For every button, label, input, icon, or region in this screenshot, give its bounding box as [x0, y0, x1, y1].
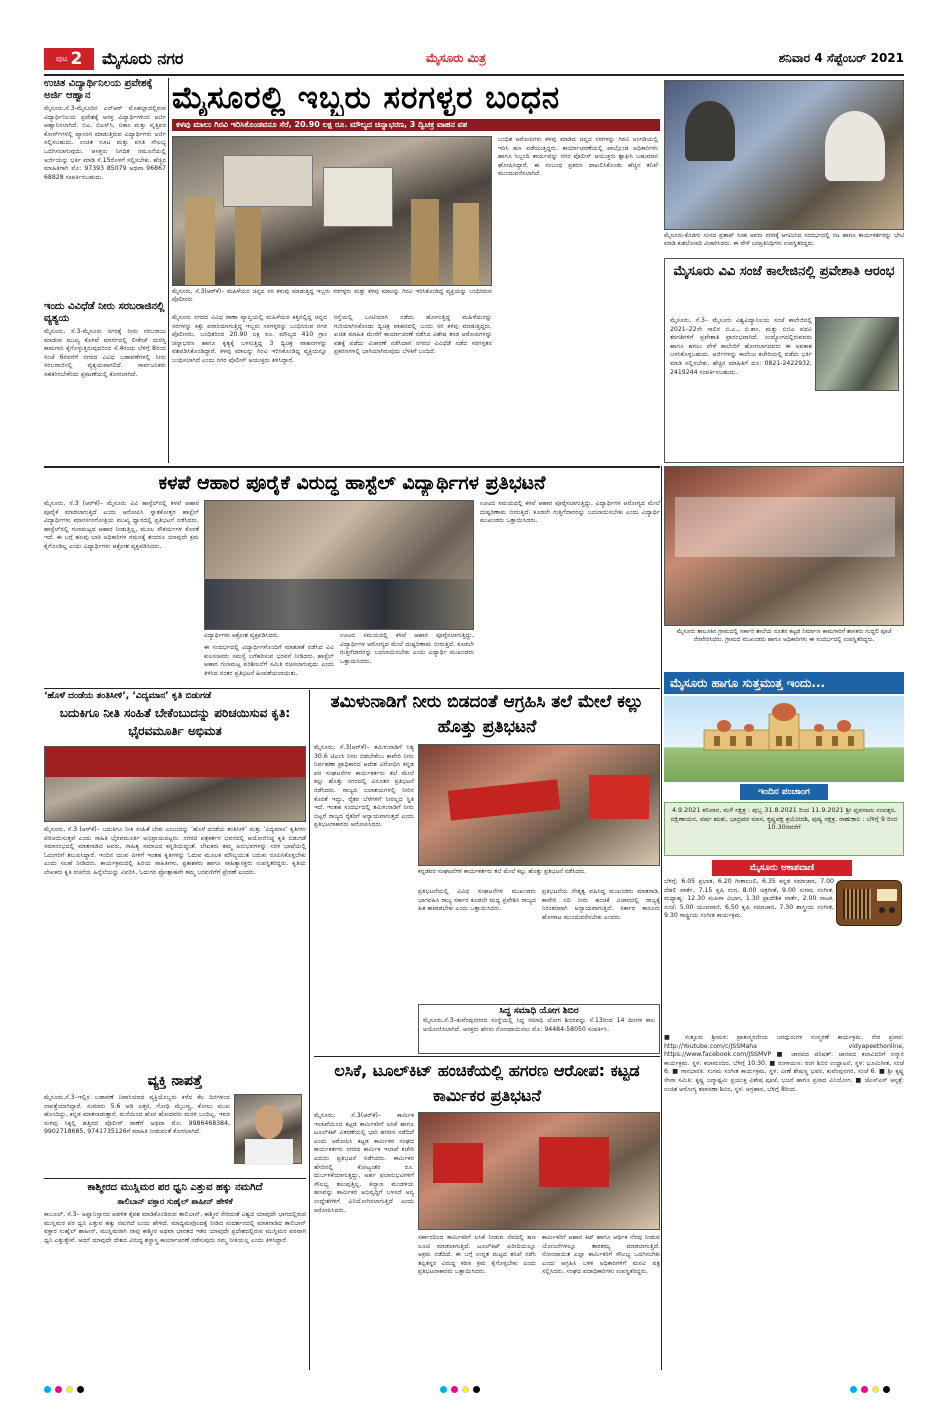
panchanga-title: ಇಂದಿನ ಪಂಚಾಂಗ	[740, 784, 828, 800]
book-release-body: ಮೈಸೂರು, ಸೆ.3 (ಆರ್‌ಕೆ)– ಬದುಕಿಗೂ ನೀತಿ ಸಂಹಿತೆ ಬೇಕು ಎಂಬುದನ್ನು ‘ಹೊಳೆ ದಂಡೆಯ ತಂತಿಸೀಳಿ’ ಮತ್ತು ‘ವಿದ್ಯಮಾನ’ ಕೃತಿಗಳು ಪರಿಚಯಿಸುತ್ತವೆ ಎಂದು ಸಾಹಿತಿ ಭೈರವಮೂರ್ತಿ ಅಭಿಪ್ರಾಯಪಟ್ಟರು. ನಗರದ ಪತ್ರಕರ್ತರ ಭವನದಲ್ಲಿ ಆಯೋಜಿಸಿದ್ದ ಕೃತಿ ಬಿಡುಗಡೆ ಸಮಾರಂಭದಲ್ಲಿ ಮಾತನಾಡಿದ ಅವರು, ಸಾಹಿತ್ಯ ಸಮಾಜದ ಕನ್ನಡಿಯಿದ್ದಂತೆ. ಲೇಖಕರು ತಮ್ಮ ಅನುಭವಗಳನ್ನು ಸರಳ ಭಾಷೆಯಲ್ಲಿ ಓದುಗರಿಗೆ ತಲುಪಿಸಿದ್ದಾರೆ. ಇಂದಿನ ಯುವ ಪೀಳಿಗೆ ಇಂತಹ ಕೃತಿಗಳನ್ನು ಓದುವ ಮೂಲಕ ಮೌಲ್ಯಯುತ ಬದುಕು ರೂಪಿಸಿಕೊಳ್ಳಬೇಕು ಎಂದು ಸಲಹೆ ನೀಡಿದರು. ಕಾರ್ಯಕ್ರಮದಲ್ಲಿ ಹಿರಿಯ ಸಾಹಿತಿಗಳು, ಪ್ರಕಾಶಕರು ಹಾಗೂ ಸಾಹಿತ್ಯಾಸಕ್ತರು ಉಪಸ್ಥಿತರಿದ್ದರು. ಕೃತಿಯ ಲೇಖಕರು ಕೃತಿ ರಚನೆಯ ಹಿನ್ನೆಲೆಯನ್ನು ವಿವರಿಸಿ, ಓದುಗರ ಪ್ರೋತ್ಸಾಹವೇ ತಮ್ಮ ಬರವಣಿಗೆಗೆ ಪ್ರೇರಣೆ ಎಂದರು.	[44, 826, 306, 876]
yoga-camp-box	[418, 1004, 660, 1054]
black-dot	[883, 1386, 890, 1393]
registration-marks-left	[44, 1378, 88, 1397]
lead-deck: ಕಳವು ಮಾಲು ಗಿರವಿ ಇರಿಸಿಕೊಂಡವನೂ ಸೆರೆ, 20.90 ಲಕ್ಷ ರೂ. ಮೌಲ್ಯದ ಚಿನ್ನಾಭರಣ, 3 ದ್ವಿಚಕ್ರ ವಾಹನ ವಶ	[172, 119, 660, 131]
toolkit-body-col1: ಮೈಸೂರು, ಸೆ.3(ಆರ್‌ಕೆ)– ಕಾರ್ಮಿಕ ಇಲಾಖೆಯಿಂದ ಕಟ್ಟಡ ಕಾರ್ಮಿಕರಿಗೆ ಲಸಿಕೆ ಹಾಗೂ ಟೂಲ್‌ಕಿಟ್ ವಿತರಣೆಯಲ್ಲಿ ಭಾರಿ ಹಗರಣ ನಡೆದಿದೆ ಎಂದು ಆರೋಪಿಸಿ ಕಟ್ಟಡ ಕಾರ್ಮಿಕರ ಸಂಘದ ಕಾರ್ಯಕರ್ತರು ನಗರದ ಕಾರ್ಮಿಕ ಇಲಾಖೆ ಕಚೇರಿ ಎದುರು ಪ್ರತಿಭಟನೆ ನಡೆಸಿದರು. ಕಾರ್ಮಿಕರ ಹೆಸರಿನಲ್ಲಿ ಕೋಟ್ಯಂತರ ರೂ. ದುರ್ಬಳಕೆಯಾಗುತ್ತಿದ್ದು, ಅರ್ಹ ಫಲಾನುಭವಿಗಳಿಗೆ ಸೌಲಭ್ಯ ತಲುಪುತ್ತಿಲ್ಲ. ಕಲ್ಯಾಣ ಮಂಡಳಿಯ ಹಣವನ್ನು ಕಾರ್ಮಿಕರ ಅಭಿವೃದ್ಧಿಗೆ ಬಳಸದೆ ಅನ್ಯ ಉದ್ದೇಶಗಳಿಗೆ ವಿನಿಯೋಗಿಸಲಾಗುತ್ತಿದೆ ಎಂದು ಆರೋಪಿಸಿದರು.	[314, 1112, 414, 1214]
section-title: ಮೈಸೂರು ನಗರ	[102, 49, 184, 68]
evening-college-box	[664, 258, 904, 463]
magenta-dot	[55, 1386, 62, 1393]
cauvery-protest-photo	[418, 744, 660, 866]
magenta-dot	[861, 1386, 868, 1393]
lead-photo-caption: ಮೈಸೂರು, ಸೆ.3(ಆರ್‌ಕೆ)– ಮಹಿಳೆಯರ ಚಿನ್ನದ ಸರ ಕಳುವು ಮಾಡುತ್ತಿದ್ದ ಇಬ್ಬರು ಸರಗಳ್ಳರು ಮತ್ತು ಕಳವು ಮಾಲನ್ನು ಗಿರವಿ ಇರಿಸಿಕೊಂಡಿದ್ದ ವ್ಯಕ್ತಿಯನ್ನು ಬಂಧಿಸಿರುವ ಪೊಲೀಸರು	[172, 288, 492, 303]
page-date: ಶನಿವಾರ 4 ಸೆಪ್ಟೆಂಬರ್ 2021	[778, 51, 904, 65]
lead-body-col2: ರಸ್ತೆಯಲ್ಲಿ ಒಂಟಿಯಾಗಿ ನಡೆದು ಹೋಗುತ್ತಿದ್ದ ಮಹಿಳೆಯರನ್ನು ಗುರಿಯಾಗಿಸಿಕೊಂಡು ದ್ವಿಚಕ್ರ ವಾಹನದಲ್ಲಿ ಬಂದು ಸರ ಕಳವು ಮಾಡುತ್ತಿದ್ದರು. ಖಚಿತ ಮಾಹಿತಿ ಮೇರೆಗೆ ಕಾರ್ಯಾಚರಣೆ ನಡೆಸಿದ ವಿಶೇಷ ತಂಡ ಆರೋಪಿಗಳನ್ನು ವಶಕ್ಕೆ ಪಡೆದು ವಿಚಾರಣೆ ನಡೆಸಿದಾಗ ನಗರದ ವಿವಿಧೆಡೆ ನಡೆದ ಸರಗಳ್ಳತನ ಪ್ರಕರಣಗಳಲ್ಲಿ ಭಾಗಿಯಾಗಿರುವುದು ಬೆಳಕಿಗೆ ಬಂದಿದೆ.	[334, 314, 492, 356]
lead-body-col3: ಬಂಧಿತ ಆರೋಪಿಗಳು ಕಳವು ಮಾಡಿದ ಚಿನ್ನದ ಸರಗಳನ್ನು ಗಿರವಿ ಅಂಗಡಿಯಲ್ಲಿ ಇರಿಸಿ ಹಣ ಪಡೆಯುತ್ತಿದ್ದರು. ಕಾರ್ಯಾಚರಣೆಯಲ್ಲಿ ಪಾಲ್ಗೊಂಡ ಅಧಿಕಾರಿಗಳು ಹಾಗೂ ಸಿಬ್ಬಂದಿ ಕಾರ್ಯವನ್ನು ನಗರ ಪೊಲೀಸ್ ಆಯುಕ್ತರು ಶ್ಲಾಘಿಸಿ ಬಹುಮಾನ ಘೋಷಿಸಿದ್ದಾರೆ. ಈ ಸಂಬಂಧ ಪ್ರಕರಣ ದಾಖಲಿಸಿಕೊಂಡು ಹೆಚ್ಚಿನ ತನಿಖೆ ಮುಂದುವರೆಸಲಾಗಿದೆ.	[498, 136, 658, 178]
panchanga-body: 4.9.2021 ಶನಿವಾರ, ಮಳೆ ನಕ್ಷತ್ರ : ಪುಬ್ಬ 31.8.2021 ರಿಂದ 11.9.2021 ಶ್ರೀ ಪ್ಲವನಾಮ ಸಂವತ್ಸರ, ದಕ್ಷಿಣಾಯನ, ವರ್ಷ ಋತು, ಭಾದ್ರಪದ ಮಾಸ, ಕೃಷ್ಣಪಕ್ಷ ತ್ರಯೋದಶಿ, ಪುಷ್ಯ ನಕ್ಷತ್ರ. ರಾಹುಕಾಲ : ಬೆಳಿಗ್ಗೆ 9 ರಿಂದ 10.30ರವರೆಗೆ	[664, 802, 904, 856]
hostel-photo-caption: ವಿದ್ಯಾರ್ಥಿಗಳು ಆಕ್ರೋಶ ವ್ಯಕ್ತಪಡಿಸಿದರು.	[204, 632, 280, 639]
mp-meeting-photo	[664, 80, 904, 230]
today-box-title: ಮೈಸೂರು ಹಾಗೂ ಸುತ್ತಮುತ್ತ ಇಂದು...	[664, 672, 904, 694]
hostel-body-col3: ಊಟದ ಸಮಯದಲ್ಲಿ ಕಳಪೆ ಆಹಾರ ಪೂರೈಸಲಾಗುತ್ತಿದ್ದು, ವಿದ್ಯಾರ್ಥಿಗಳ ಆರೋಗ್ಯದ ಮೇಲೆ ದುಷ್ಪರಿಣಾಮ ಬೀರುತ್ತಿದೆ. ಕೂಡಲೇ ಗುತ್ತಿಗೆದಾರರನ್ನು ಬದಲಾಯಿಸಬೇಕು ಎಂದು ವಿದ್ಯಾರ್ಥಿ ಮುಖಂಡರು ಒತ್ತಾಯಿಸಿದರು.	[340, 632, 474, 665]
hostel-admission-body: ಮೈಸೂರು,ಸೆ.3-ಮೈಸೂರಿನ ಎನ್‌ಆರ್ ಮೊಹಲ್ಲಾದಲ್ಲಿರುವ ವಿದ್ಯಾರ್ಥಿನಿಲಯ ಪ್ರವೇಶಕ್ಕೆ ಆಸಕ್ತ ವಿದ್ಯಾರ್ಥಿಗಳಿಂದ ಅರ್ಜಿ ಆಹ್ವಾನಿಸಲಾಗಿದೆ. ಬಿಎ, ಬಿಎಸ್‌ಸಿ, ಬಿಕಾಂ ಮತ್ತು ವೃತ್ತಿಪರ ಕೋರ್ಸ್‌ಗಳಲ್ಲಿ ವ್ಯಾಸಂಗ ಮಾಡುತ್ತಿರುವ ವಿದ್ಯಾರ್ಥಿಗಳು ಅರ್ಜಿ ಸಲ್ಲಿಸಬಹುದು. ಉಚಿತ ಊಟ ಮತ್ತು ವಸತಿ ಸೌಲಭ್ಯ ಒದಗಿಸಲಾಗುವುದು. ಆಸಕ್ತರು ನಿಗದಿತ ನಮೂನೆಯಲ್ಲಿ ಅರ್ಜಿಯನ್ನು ಭರ್ತಿ ಮಾಡಿ ಸೆ.15ರೊಳಗೆ ಸಲ್ಲಿಸಬೇಕು. ಹೆಚ್ಚಿನ ಮಾಹಿತಿಗಾಗಿ ಮೊ: 97393 85079 ಅಥವಾ 96867 68828 ಸಂಪರ್ಕಿಸಬಹುದು.	[44, 105, 166, 181]
water-supply-body: ಮೈಸೂರು, ಸೆ.3-ಮೈಸೂರು ನಗರಕ್ಕೆ ನೀರು ಸರಬರಾಜು ಮಾಡುವ ಮುಖ್ಯ ಕೊಳವೆ ಮಾರ್ಗದಲ್ಲಿ ಲೀಕೇಜ್ ದುರಸ್ತಿ ಕಾಮಗಾರಿ ಕೈಗೊಳ್ಳುತ್ತಿರುವುದರಿಂದ ಸೆ.4ರಂದು ಬೆಳಿಗ್ಗೆ 8ರಿಂದ ಸಂಜೆ 6ರವರೆಗೆ ನಗರದ ವಿವಿಧ ಬಡಾವಣೆಗಳಲ್ಲಿ ನೀರು ಸರಬರಾಜಿನಲ್ಲಿ ವ್ಯತ್ಯಯವಾಗಲಿದೆ. ಸಾರ್ವಜನಿಕರು ಸಹಕರಿಸಬೇಕೆಂದು ಪ್ರಕಟಣೆಯಲ್ಲಿ ಕೋರಲಾಗಿದೆ.	[44, 328, 166, 378]
missing-person-photo	[234, 1094, 302, 1164]
hostel-body-col4: ಊಟದ ಸಮಯದಲ್ಲಿ ಕಳಪೆ ಆಹಾರ ಪೂರೈಸಲಾಗುತ್ತಿದ್ದು, ವಿದ್ಯಾರ್ಥಿಗಳ ಆರೋಗ್ಯದ ಮೇಲೆ ದುಷ್ಪರಿಣಾಮ ಬೀರುತ್ತಿದೆ. ಕೂಡಲೇ ಗುತ್ತಿಗೆದಾರರನ್ನು ಬದಲಾಯಿಸಬೇಕು ಎಂದು ವಿದ್ಯಾರ್ಥಿ ಮುಖಂಡರು ಒತ್ತಾಯಿಸಿದರು.	[480, 500, 660, 525]
evening-college-body: ಮೈಸೂರು, ಸೆ.3– ಮೈಸೂರು ವಿಶ್ವವಿದ್ಯಾನಿಲಯ ಸಂಜೆ ಕಾಲೇಜಿನಲ್ಲಿ 2021–22ನೇ ಸಾಲಿನ ಬಿ.ಎ., ಬಿ.ಕಾಂ. ಮತ್ತು ಬಿಬಿಎ ಪದವಿ ತರಗತಿಗಳಿಗೆ ಪ್ರವೇಶಾತಿ ಪ್ರಾರಂಭವಾಗಿದೆ. ಉದ್ಯೋಗದಲ್ಲಿರುವವರು ಹಾಗೂ ಹಗಲು ವೇಳೆ ಕಾಲೇಜಿಗೆ ಹೋಗಲಾಗದವರು ಈ ಅವಕಾಶ ಬಳಸಿಕೊಳ್ಳಬಹುದು. ಅರ್ಜಿಗಳನ್ನು ಕಾಲೇಜು ಕಚೇರಿಯಲ್ಲಿ ಪಡೆದು ಭರ್ತಿ ಮಾಡಿ ಸಲ್ಲಿಸಬೇಕು. ಹೆಚ್ಚಿನ ಮಾಹಿತಿಗೆ ದೂ: 0821-2422932, 2419244 ಸಂಪರ್ಕಿಸಬಹುದು.	[670, 317, 812, 376]
column-rule	[661, 466, 662, 1370]
college-building-photo	[815, 317, 899, 391]
yoga-camp-title: ಸಿದ್ಧ ಸಮಾಧಿ ಯೋಗ ಶಿಬಿರ	[499, 1006, 579, 1016]
column-rule	[309, 690, 310, 1370]
page-header	[44, 46, 904, 72]
yellow-dot	[872, 1386, 879, 1393]
school-foundation-photo	[664, 466, 904, 626]
missing-person-body: ಮೈಸೂರು,ಸೆ.3–ಇಲ್ಲಿನ ಬಡಾವಣೆ ನಿವಾಸಿಯಾದ ವ್ಯಕ್ತಿಯೊಬ್ಬರು ಕಳೆದ ಕೆಲ ದಿನಗಳಿಂದ ನಾಪತ್ತೆಯಾಗಿದ್ದಾರೆ. ಸುಮಾರು 5.6 ಅಡಿ ಎತ್ತರ, ಗೋಧಿ ಮೈಬಣ್ಣ, ಕೋಲು ಮುಖ ಹೊಂದಿದ್ದು, ಕನ್ನಡ ಮಾತನಾಡುತ್ತಾರೆ. ಮನೆಯಿಂದ ಹೊರ ಹೋದವರು ಮರಳಿ ಬಂದಿಲ್ಲ. ಇವರ ಸುಳಿವು ಸಿಕ್ಕಲ್ಲಿ ಹತ್ತಿರದ ಪೊಲೀಸ್ ಠಾಣೆಗೆ ಅಥವಾ ಮೊ: 9986468384, 9902718685, 9741735126ಗೆ ಮಾಹಿತಿ ನೀಡುವಂತೆ ಕೋರಲಾಗಿದೆ.	[44, 1094, 230, 1136]
cyan-dot	[440, 1386, 447, 1393]
cauvery-photo-caption: ಕನ್ನಡಪರ ಸಂಘಟನೆಗಳ ಕಾರ್ಯಕರ್ತರು ತಲೆ ಮೇಲೆ ಕಲ್ಲು ಹೊತ್ತು ಪ್ರತಿಭಟನೆ ನಡೆಸಿದರು.	[418, 868, 587, 875]
mysore-palace-illustration	[664, 696, 904, 782]
page-label: ಪುಟ	[55, 54, 68, 63]
cauvery-body-col3: ಪ್ರತಿಭಟನೆಯ ನೇತೃತ್ವ ವಹಿಸಿದ್ದ ಮುಖಂಡರು ಮಾತನಾಡಿ, ಕಾವೇರಿ ನದಿ ನೀರು ಹಂಚಿಕೆ ವಿಚಾರದಲ್ಲಿ ರಾಜ್ಯಕ್ಕೆ ನಿರಂತರವಾಗಿ ಅನ್ಯಾಯವಾಗುತ್ತಿದೆ. ಸರ್ಕಾರ ಕಾನೂನು ಹೋರಾಟ ಮುಂದುವರೆಸಬೇಕು ಎಂದರು.	[542, 888, 660, 921]
cauvery-body-col2: ಪ್ರತಿಭಟನೆಯಲ್ಲಿ ವಿವಿಧ ಸಂಘಟನೆಗಳ ಮುಖಂಡರು ಭಾಗವಹಿಸಿ ರಾಜ್ಯ ಸರ್ಕಾರ ಕೂಡಲೇ ಮಧ್ಯ ಪ್ರವೇಶಿಸಿ ರಾಜ್ಯದ ಹಿತ ಕಾಪಾಡಬೇಕು ಎಂದು ಒತ್ತಾಯಿಸಿದರು.	[418, 888, 536, 913]
toolkit-body-col3: ಕಾರ್ಮಿಕರಿಗೆ ಆಹಾರ ಕಿಟ್ ಹಾಗೂ ಆರ್ಥಿಕ ನೆರವು ನೀಡುವ ಯೋಜನೆಗಳಲ್ಲೂ ತಾರತಮ್ಯ ಮಾಡಲಾಗುತ್ತಿದೆ. ನೋಂದಾಯಿತ ಎಲ್ಲಾ ಕಾರ್ಮಿಕರಿಗೆ ಸೌಲಭ್ಯ ಒದಗಿಸಬೇಕು ಎಂದು ಆಗ್ರಹಿಸಿ ಬಳಿಕ ಅಧಿಕಾರಿಗಳಿಗೆ ಮನವಿ ಪತ್ರ ಸಲ್ಲಿಸಿದರು. ಸಂಘದ ಪದಾಧಿಕಾರಿಗಳು ಉಪಸ್ಥಿತರಿದ್ದರು.	[542, 1234, 660, 1276]
cyan-dot	[44, 1386, 51, 1393]
cyan-dot	[850, 1386, 857, 1393]
kashmir-headline: ಕಾಶ್ಮೀರದ ಮುಸ್ಲಿಮರ ಪರ ಧ್ವನಿ ಎತ್ತುವ ಹಕ್ಕು ನಮಗಿದೆ	[87, 1182, 263, 1193]
toolkit-body-col2: ಸರ್ಕಾರದಿಂದ ಕಾರ್ಮಿಕರಿಗೆ ಲಸಿಕೆ ನೀಡುವ ನೆಪದಲ್ಲಿ ಹಣ ಲೂಟಿ ಮಾಡಲಾಗುತ್ತಿದೆ. ಟೂಲ್‌ಕಿಟ್ ಖರೀದಿಯಲ್ಲೂ ಅಕ್ರಮ ನಡೆದಿದೆ. ಈ ಬಗ್ಗೆ ಉನ್ನತ ಮಟ್ಟದ ತನಿಖೆ ನಡೆಸಿ ತಪ್ಪಿತಸ್ಥರ ವಿರುದ್ಧ ಕಠಿಣ ಕ್ರಮ ಕೈಗೊಳ್ಳಬೇಕು ಎಂದು ಪ್ರತಿಭಟನಾಕಾರರು ಒತ್ತಾಯಿಸಿದರು.	[418, 1234, 536, 1276]
radio-title: ಮೈಸೂರು ಆಕಾಶವಾಣಿ	[712, 860, 852, 876]
black-dot	[77, 1386, 84, 1393]
book-release-photo	[44, 746, 306, 822]
palace-icon	[664, 696, 904, 782]
section-rule	[44, 1178, 306, 1179]
header-rule	[44, 74, 904, 76]
page-number: 2	[70, 49, 83, 69]
yoga-camp-body: ಮೈಸೂರು,ಸೆ.3–ಕುವೆಂಪುನಗರದ ಸಂಸ್ಥೆಯಲ್ಲಿ ಸಿದ್ಧ ಸಮಾಧಿ ಯೋಗ ಶಿಬಿರವನ್ನು ಸೆ.13ರಿಂದ 14 ದಿನಗಳ ಕಾಲ ಆಯೋಜಿಸಲಾಗಿದೆ. ಆಸಕ್ತರು ಹೆಸರು ನೋಂದಾಯಿಸಲು ಮೊ: 94484-58050 ಸಂಪರ್ಕಿಸಿ.	[423, 1017, 655, 1033]
magenta-dot	[451, 1386, 458, 1393]
yellow-dot	[66, 1386, 73, 1393]
kashmir-subheadline: ತಾಲಿಬಾನ್ ವಕ್ತಾರ ಸುಹೈಲ್ ಶಾಹೀನ್ ಹೇಳಿಕೆ	[117, 1197, 233, 1206]
masthead: ಮೈಸೂರು ಮಿತ್ರ	[426, 51, 486, 65]
hostel-protest-headline: ಕಳಪೆ ಆಹಾರ ಪೂರೈಕೆ ವಿರುದ್ಧ ಹಾಸ್ಟೆಲ್ ವಿದ್ಯಾರ್ಥಿಗಳ ಪ್ರತಿಭಟನೆ	[158, 472, 546, 494]
evening-college-headline: ಮೈಸೂರು ವಿವಿ ಸಂಜೆ ಕಾಲೇಜಿನಲ್ಲಿ ಪ್ರವೇಶಾತಿ ಆರಂಭ	[673, 264, 895, 279]
toolkit-protest-headline: ಲಸಿಕೆ, ಟೂಲ್‌ಕಿಟ್ ಹಂಚಿಕೆಯಲ್ಲಿ ಹಗರಣ ಆರೋಪ: ಕಟ್ಟಡ ಕಾರ್ಮಿಕರ ಪ್ರತಿಭಟನೆ	[334, 1061, 640, 1105]
hostel-body-col1: ಮೈಸೂರು, ಸೆ.3 (ಆರ್‌ಕೆ)– ಮೈಸೂರು ವಿವಿ ಹಾಸ್ಟೆಲ್‌ನಲ್ಲಿ ಕಳಪೆ ಆಹಾರ ಪೂರೈಕೆ ಮಾಡಲಾಗುತ್ತಿದೆ ಎಂದು ಆರೋಪಿಸಿ ಸ್ನಾತಕೋತ್ತರ ಹಾಸ್ಟೆಲ್ ವಿದ್ಯಾರ್ಥಿಗಳು ಮಾನಸಗಂಗೋತ್ರಿಯ ಮುಖ್ಯ ದ್ವಾರದಲ್ಲಿ ಪ್ರತಿಭಟನೆ ನಡೆಸಿದರು. ಹಾಸ್ಟೆಲ್‌ನಲ್ಲಿ ಗುಣಮಟ್ಟದ ಆಹಾರ ನೀಡುತ್ತಿಲ್ಲ, ಮೂಲ ಸೌಕರ್ಯಗಳ ಕೊರತೆ ಇದೆ. ಈ ಬಗ್ಗೆ ಹಲವು ಬಾರಿ ಅಧಿಕಾರಿಗಳ ಗಮನಕ್ಕೆ ತಂದರೂ ಯಾವುದೇ ಕ್ರಮ ಕೈಗೊಂಡಿಲ್ಲ ಎಂದು ವಿದ್ಯಾರ್ಥಿಗಳು ಆಕ್ರೋಶ ವ್ಯಕ್ತಪಡಿಸಿದರು.	[44, 500, 199, 550]
book-release-kicker: ‘ಹೊಳೆ ದಂಡೆಯ ತಂತಿಸೀಳಿ’, ‘ವಿದ್ಯಮಾನ’ ಕೃತಿ ಬಿಡುಗಡೆ	[44, 691, 212, 701]
hostel-protest-photo	[204, 500, 474, 630]
left-column	[44, 78, 166, 463]
toolkit-protest-photo	[418, 1112, 660, 1230]
missing-person-headline: ವ್ಯಕ್ತಿ ನಾಪತ್ತೆ	[147, 1073, 203, 1089]
mp-meeting-caption: ಮೈಸೂರು-ಕೊಡಗು ಸಂಸದ ಪ್ರತಾಪ್ ಸಿಂಹ ಅವರು ನಗರಕ್ಕೆ ಆಗಮಿಸಿದ ಸಂದರ್ಭದಲ್ಲಿ ನಟ ಹಾಗೂ ಕಾರ್ಯಕರ್ತರನ್ನು ಭೇಟಿ ಮಾಡಿ ಕುಶಲೋಪರಿ ವಿಚಾರಿಸಿದರು. ಈ ವೇಳೆ ಜನಪ್ರತಿನಿಧಿಗಳು ಉಪಸ್ಥಿತರಿದ್ದರು.	[664, 232, 904, 247]
page-number-badge	[44, 48, 94, 70]
cauvery-body-col1: ಮೈಸೂರು, ಸೆ.3(ಆರ್‌ಕೆ)– ತಮಿಳುನಾಡಿಗೆ ನಿತ್ಯ 30.6 ಟಿಎಂಸಿ ನೀರು ಬಿಡಬೇಕೆಂಬ ಕಾವೇರಿ ನೀರು ನಿರ್ವಹಣಾ ಪ್ರಾಧಿಕಾರದ ಆದೇಶ ವಿರೋಧಿಸಿ ಕನ್ನಡ ಪರ ಸಂಘಟನೆಗಳ ಕಾರ್ಯಕರ್ತರು ತಲೆ ಮೇಲೆ ಕಲ್ಲು ಹೊತ್ತು ನಗರದಲ್ಲಿ ವಿನೂತನ ಪ್ರತಿಭಟನೆ ನಡೆಸಿದರು. ರಾಜ್ಯದ ಜಲಾಶಯಗಳಲ್ಲಿ ನೀರಿನ ಕೊರತೆ ಇದ್ದು, ರೈತರ ಬೆಳೆಗಳಿಗೆ ನೀರಿಲ್ಲದ ಸ್ಥಿತಿ ಇದೆ. ಇಂತಹ ಸಂದರ್ಭದಲ್ಲಿ ತಮಿಳುನಾಡಿಗೆ ನೀರು ಬಿಟ್ಟರೆ ರಾಜ್ಯದ ರೈತರಿಗೆ ಅನ್ಯಾಯವಾಗುತ್ತದೆ ಎಂದು ಪ್ರತಿಭಟನಾಕಾರರು ಆರೋಪಿಸಿದರು.	[314, 744, 414, 829]
water-supply-headline: ಇಂದು ವಿವಿಧೆಡೆ ನೀರು ಸರಬರಾಜಿನಲ್ಲಿ ವ್ಯತ್ಯಯ	[44, 301, 165, 324]
kashmir-body: ಕಾಬೂಲ್, ಸೆ.3– ಅಫ್ಘಾನಿಸ್ತಾನದ ಆಡಳಿತ ಕೈವಶ ಮಾಡಿಕೊಂಡಿರುವ ತಾಲಿಬಾನ್, ಕಾಶ್ಮೀರ ಸೇರಿದಂತೆ ವಿಶ್ವದ ಯಾವುದೇ ಭಾಗದಲ್ಲಿರುವ ಮುಸ್ಲಿಮರ ಪರ ಧ್ವನಿ ಎತ್ತುವ ಹಕ್ಕು ನಮಗಿದೆ ಎಂದು ಹೇಳಿದೆ. ಮಾಧ್ಯಮವೊಂದಕ್ಕೆ ನೀಡಿದ ಸಂದರ್ಶನದಲ್ಲಿ ಮಾತನಾಡಿದ ತಾಲಿಬಾನ್ ವಕ್ತಾರ ಸುಹೈಲ್ ಶಾಹೀನ್, ಮುಸ್ಲಿಮರಾಗಿ ನಾವು ಕಾಶ್ಮೀರ ಅಥವಾ ಭಾರತದ ಇತರ ಯಾವುದೇ ಪ್ರದೇಶದಲ್ಲಿರುವ ಮುಸ್ಲಿಮರ ಪರವಾಗಿ ಧ್ವನಿ ಎತ್ತುತ್ತೇವೆ. ಆದರೆ ಯಾವುದೇ ದೇಶದ ವಿರುದ್ಧ ಶಸ್ತ್ರಾಸ್ತ್ರ ಕಾರ್ಯಾಚರಣೆ ನಡೆಸುವುದು ನಮ್ಮ ನೀತಿಯಲ್ಲ ಎಂದು ತಿಳಿಸಿದ್ದಾರೆ.	[44, 1211, 306, 1244]
lead-headline: ಮೈಸೂರಲ್ಲಿ ಇಬ್ಬರು ಸರಗಳ್ಳರ ಬಂಧನ	[172, 80, 561, 116]
hostel-admission-headline: ಉಚಿತ ವಿದ್ಯಾರ್ಥಿನಿಲಯ ಪ್ರವೇಶಕ್ಕೆ ಅರ್ಜಿ ಆಹ್ವಾನ	[44, 78, 153, 101]
section-rule	[44, 466, 660, 468]
registration-marks-center	[440, 1378, 484, 1397]
cauvery-protest-headline: ತಮಿಳುನಾಡಿಗೆ ನೀರು ಬಿಡದಂತೆ ಆಗ್ರಹಿಸಿ ತಲೆ ಮೇಲೆ ಕಲ್ಲು ಹೊತ್ತು ಪ್ರತಿಭಟನೆ	[330, 692, 644, 737]
book-release-headline: ಬದುಕಿಗೂ ನೀತಿ ಸಂಹಿತೆ ಬೇಕೆಂಬುದನ್ನು ಪರಿಚಯಿಸುವ ಕೃತಿ: ಭೈರವಮೂರ್ತಿ ಅಭಿಮತ	[59, 706, 291, 738]
section-rule	[44, 688, 660, 689]
black-dot	[473, 1386, 480, 1393]
school-foundation-caption: ಮೈಸೂರು ತಾಲೂಕಿನ ಗ್ರಾಮದಲ್ಲಿ ಸರ್ಕಾರಿ ಶಾಲೆಯ ನೂತನ ಕಟ್ಟಡ ನಿರ್ಮಾಣ ಕಾಮಗಾರಿಗೆ ಶಾಸಕರು ಗುದ್ದಲಿ ಪೂಜೆ ನೆರವೇರಿಸಿದರು. ಗ್ರಾಮದ ಮುಖಂಡರು ಹಾಗೂ ಅಧಿಕಾರಿಗಳು ಈ ಸಂದರ್ಭದಲ್ಲಿ ಉಪಸ್ಥಿತರಿದ್ದರು.	[676, 628, 892, 643]
registration-marks-right	[850, 1378, 894, 1397]
lead-body-col1: ಮೈಸೂರು ನಗರದ ವಿವಿಧ ಠಾಣಾ ವ್ಯಾಪ್ತಿಯಲ್ಲಿ ಮಹಿಳೆಯರ ಕತ್ತಿನಲ್ಲಿದ್ದ ಚಿನ್ನದ ಸರಗಳನ್ನು ಕಿತ್ತು ಪರಾರಿಯಾಗುತ್ತಿದ್ದ ಇಬ್ಬರು ಸರಗಳ್ಳರನ್ನು ಬಂಧಿಸಿರುವ ನಗರ ಪೊಲೀಸರು, ಬಂಧಿತರಿಂದ 20.90 ಲಕ್ಷ ರೂ. ಮೌಲ್ಯದ 410 ಗ್ರಾಂ ಚಿನ್ನಾಭರಣ ಹಾಗೂ ಕೃತ್ಯಕ್ಕೆ ಬಳಸುತ್ತಿದ್ದ 3 ದ್ವಿಚಕ್ರ ವಾಹನಗಳನ್ನು ವಶಪಡಿಸಿಕೊಂಡಿದ್ದಾರೆ. ಕಳವು ಮಾಲನ್ನು ಗಿರವಿ ಇರಿಸಿಕೊಂಡಿದ್ದ ವ್ಯಕ್ತಿಯನ್ನೂ ಬಂಧಿಸಲಾಗಿದೆ ಎಂದು ನಗರ ಪೊಲೀಸ್ ಆಯುಕ್ತರು ತಿಳಿಸಿದ್ದಾರೆ.	[172, 314, 327, 364]
column-rule	[168, 78, 169, 463]
lead-photo-police-with-recovered-gold	[172, 136, 492, 286]
section-rule	[314, 1056, 660, 1057]
events-listing: ■ ಸುತ್ತೂರು ಶ್ರೀಮಠ: ಪ್ರಾತಃಸ್ಮರಣೀಯ ಜಗದ್ಗುರುಗಳ ಸಂಸ್ಮರಣೆ ಕಾರ್ಯಕ್ರಮ. ನೇರ ಪ್ರಸಾರ: http://Youtube.com/c/JSSMaha vidyapeethonline, https://www.facebook.com/JSSMVP ■ ಜಾನಪದ ಪರಿಷತ್: ಜಾನಪದ ಕಲಾವಿದರಿಗೆ ಸನ್ಮಾನ ಕಾರ್ಯಕ್ರಮ. ಸ್ಥಳ: ಕಲಾಮಂದಿರ, ಬೆಳಿಗ್ಗೆ 10.30. ■ ರಂಗಾಯಣ: ರಂಗ ಶಿಬಿರ ಉದ್ಘಾಟನೆ, ಸ್ಥಳ: ಭೂಮಿಗೀತ, ಸಂಜೆ 6. ■ ಗಾನಭಾರತಿ: ಸುಗಮ ಸಂಗೀತ ಕಾರ್ಯಕ್ರಮ, ಸ್ಥಳ: ವೀಣೆ ಶೇಷಣ್ಣ ಭವನ, ಕುವೆಂಪುನಗರ, ಸಂಜೆ 6. ■ ಶ್ರೀ ಕೃಷ್ಣ ಸೇವಾ ಸಮಿತಿ: ಕೃಷ್ಣ ಜನ್ಮಾಷ್ಟಮಿ ಪ್ರಯುಕ್ತ ವಿಶೇಷ ಪೂಜೆ, ಭಜನೆ ಹಾಗೂ ಪ್ರಸಾದ ವಿನಿಯೋಗ. ■ ಜೆಎಸ್‌ಎಸ್ ಆಸ್ಪತ್ರೆ: ಉಚಿತ ಆರೋಗ್ಯ ತಪಾಸಣಾ ಶಿಬಿರ, ಸ್ಥಳ: ಅಗ್ರಹಾರ, ಬೆಳಿಗ್ಗೆ 8ರಿಂದ.	[664, 1034, 904, 1093]
yellow-dot	[462, 1386, 469, 1393]
hostel-body-col2: ಈ ಸಂದರ್ಭದಲ್ಲಿ ವಿದ್ಯಾರ್ಥಿಗಳೊಂದಿಗೆ ಮಾತುಕತೆ ನಡೆಸಿದ ವಿವಿ ಕುಲಸಚಿವರು ಸಮಸ್ಯೆ ಬಗೆಹರಿಸುವ ಭರವಸೆ ನೀಡಿದರು. ಹಾಸ್ಟೆಲ್ ಆಹಾರ ಗುಣಮಟ್ಟ ಪರಿಶೀಲನೆಗೆ ಸಮಿತಿ ರಚಿಸಲಾಗುವುದು ಎಂದು ತಿಳಿಸಿದ ನಂತರ ಪ್ರತಿಭಟನೆ ಹಿಂಪಡೆಯಲಾಯಿತು.	[204, 644, 334, 677]
radio-schedule: ಬೆಳಿಗ್ಗೆ: 6.05 ಪ್ರಭಾತ, 6.20 ಗೀತಾಂಜಲಿ, 6.35 ಕನ್ನಡ ಸಮಾಚಾರ, 7.00 ದೆಹಲಿ ವಾರ್ತೆ, 7.15 ಕೃಷಿ ರಂಗ, 8.00 ಚಿತ್ರಗೀತೆ, 9.00 ಸುಗಮ ಸಂಗೀತ. ಮಧ್ಯಾಹ್ನ: 12.30 ಮಹಿಳಾ ವಿಭಾಗ, 1.30 ಪ್ರಾದೇಶಿಕ ವಾರ್ತೆ, 2.00 ನಾಟಕ. ಸಂಜೆ: 5.00 ಯುವವಾಣಿ, 6.50 ಕೃಷಿ ಸಮಾಚಾರ, 7.30 ಶಾಸ್ತ್ರೀಯ ಸಂಗೀತ, 9.30 ರಾಷ್ಟ್ರೀಯ ಸಂಗೀತ ಕಾರ್ಯಕ್ರಮ.	[664, 878, 834, 920]
